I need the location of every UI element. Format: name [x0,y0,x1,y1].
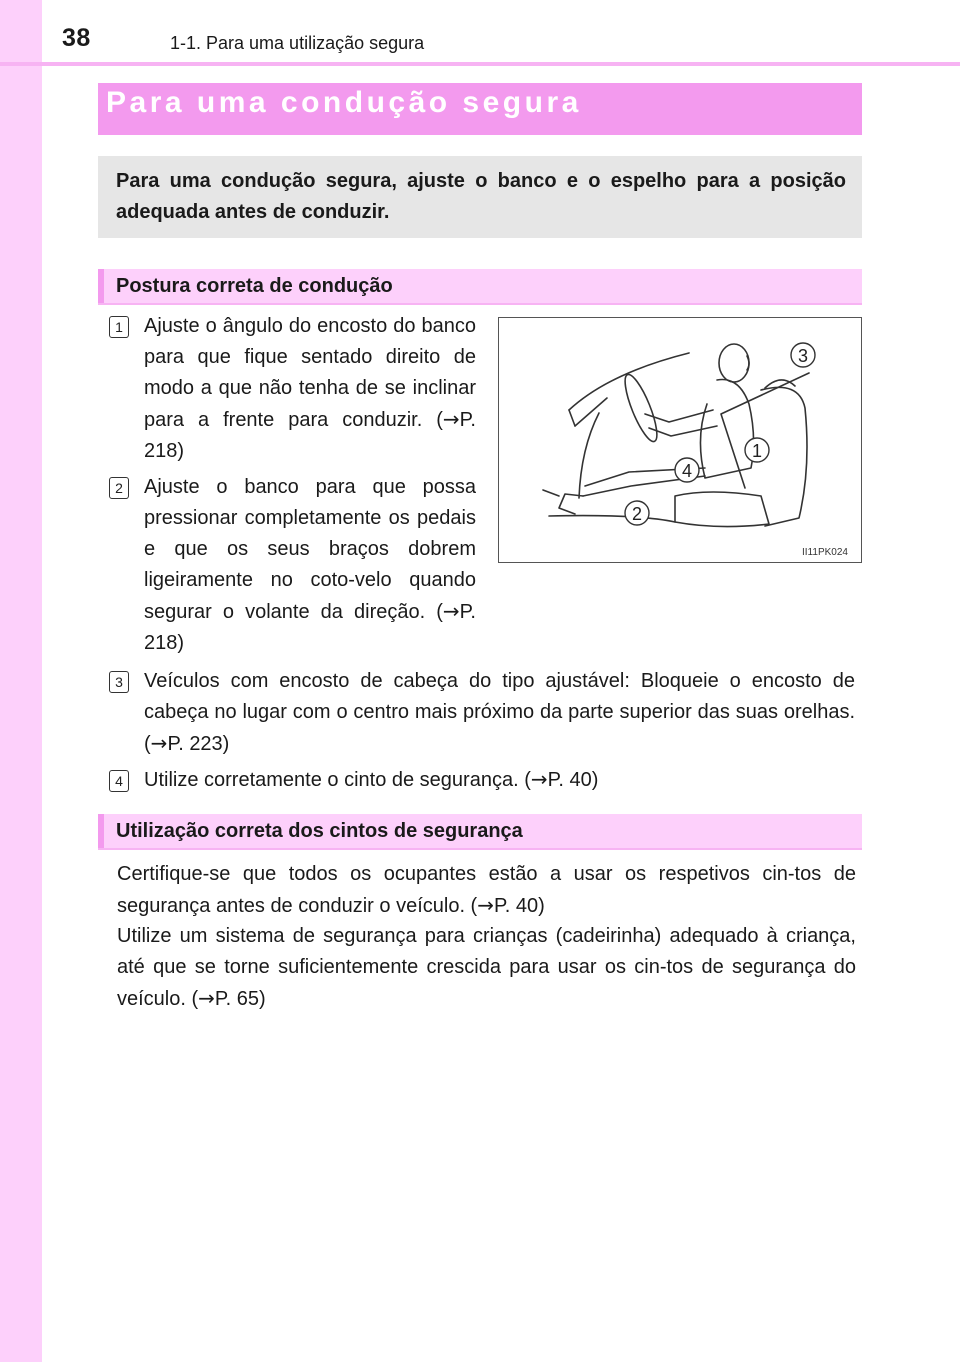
breadcrumb: 1-1. Para uma utilização segura [170,33,425,53]
seatbelt-paragraph-1: Certifique-se que todos os ocupantes estão a usar os respetivos cin-tos de segurança antes de conduzir o veículo. (→P. 40) [117,863,856,917]
arrow-icon: → [442,407,460,431]
item-1-text: Ajuste o ângulo do encosto do banco para que fique sentado direito de modo a que não tenha de se inclinar para a frente para conduzir. (→P. 218) [144,315,476,462]
driver-seat-illustration [499,318,861,562]
item-2-marker: 2 [109,477,129,499]
item-3-marker: 3 [109,671,129,693]
header-rule [0,62,960,66]
page-side-band [0,0,42,1362]
figure-code: II11PK024 [802,547,848,558]
item-3-text: Veículos com encosto de cabeça do tipo ajustável: Bloqueie o encosto de cabeça no lugar com o centro mais próximo da parte superior das suas orelhas. (→P. 223) [144,670,855,755]
seatbelt-paragraph-2: Utilize um sistema de segurança para crianças (cadeirinha) adequado à criança, até que se torne suficientemente crescida para usar os cin-tos de segurança do veículo. (→P. 65) [117,925,856,1010]
subheader-seatbelts-label: Utilização correta dos cintos de segurança [116,820,523,842]
figure-callout-2: 2 [631,504,643,524]
subheader-seatbelts [98,814,862,848]
item-4-text: Utilize corretamente o cinto de segurança. (→P. 40) [144,767,599,791]
arrow-icon: → [150,731,168,755]
section-title: Para uma condução segura [106,86,582,119]
item-4-marker: 4 [109,770,129,792]
intro-text: Para uma condução segura, ajuste o banco e o espelho para a posição adequada antes de conduzir. [116,170,846,223]
arrow-icon: → [530,767,548,791]
figure-callout-4: 4 [681,461,693,481]
figure-callout-3: 3 [797,346,809,366]
item-2-text: Ajuste o banco para que possa pressionar completamente os pedais e que os seus braços dobrem ligeiramente no coto-velo quando segurar o volante da direção. (→P. 218) [144,476,476,654]
arrow-icon: → [477,893,494,917]
item-1-marker: 1 [109,316,129,338]
page-number: 38 [62,24,91,52]
figure-callout-1: 1 [751,441,763,461]
subheader-posture [98,269,862,303]
arrow-icon: → [198,986,215,1010]
driving-posture-figure [498,317,862,563]
arrow-icon: → [442,599,460,623]
subheader-posture-label: Postura correta de condução [116,275,393,297]
